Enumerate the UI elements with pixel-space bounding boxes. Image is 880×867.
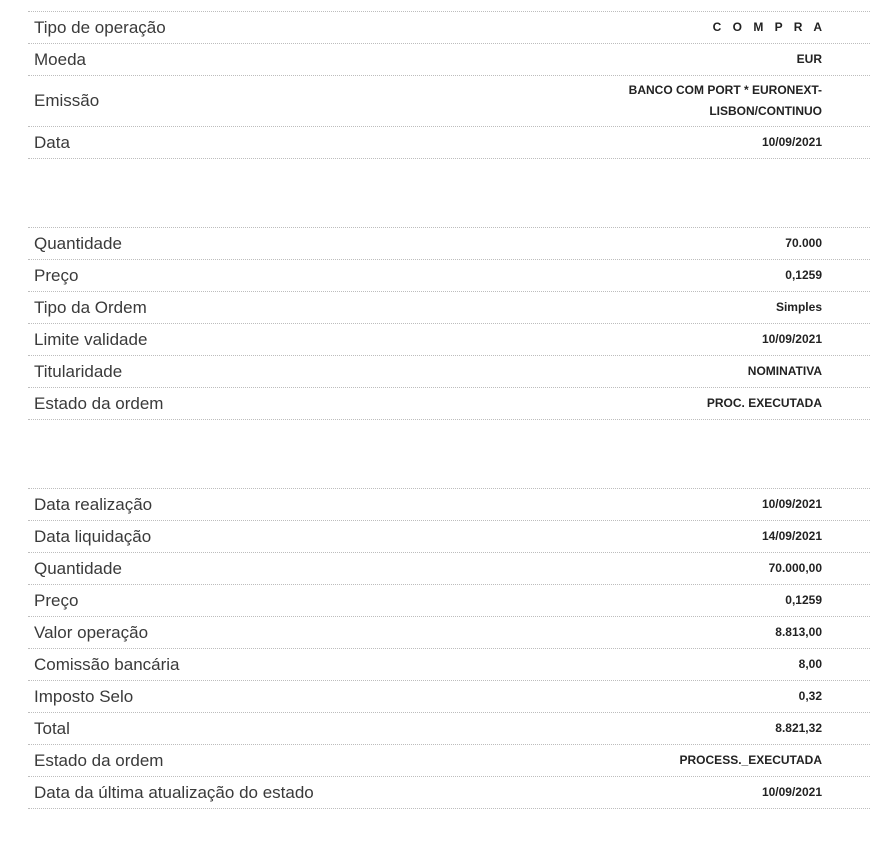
quantity-row [28, 228, 870, 260]
row-label: Quantidade [34, 233, 122, 253]
order-info-section [28, 0, 870, 159]
executed-quantity-row [28, 553, 870, 585]
row-label: Quantidade [34, 558, 122, 578]
row-value: 10/09/2021 [761, 497, 822, 511]
operation-value-row [28, 617, 870, 649]
row-value: 14/09/2021 [761, 529, 822, 543]
section-spacer [28, 420, 870, 488]
row-label: Moeda [34, 49, 86, 69]
operation-type-row [28, 12, 870, 44]
executed-price-row [28, 585, 870, 617]
row-value: 0,1259 [785, 268, 822, 282]
row-label: Data liquidação [34, 526, 152, 546]
row-label: Tipo de operação [34, 17, 166, 37]
date-row [28, 127, 870, 159]
settlement-date-row [28, 521, 870, 553]
ownership-row [28, 356, 870, 388]
price-row [28, 260, 870, 292]
execution-status-row [28, 745, 870, 777]
row-label: Limite validade [34, 329, 148, 349]
row-value: 8.813,00 [775, 625, 822, 639]
row-value: PROC. EXECUTADA [706, 396, 822, 410]
row-value: 10/09/2021 [761, 785, 822, 799]
section-spacer [28, 159, 870, 227]
row-value: BANCO COM PORT * EURONEXT-LISBON/CONTINUO [628, 83, 822, 118]
row-value: PROCESS._EXECUTADA [679, 753, 822, 767]
row-value: 0,1259 [785, 593, 822, 607]
row-value: 70.000 [785, 236, 822, 250]
order-type-row [28, 292, 870, 324]
order-details-section [28, 227, 870, 420]
row-value: EUR [796, 52, 822, 66]
row-label: Tipo da Ordem [34, 297, 147, 317]
order-detail-page [28, 0, 870, 809]
execution-section [28, 488, 870, 809]
row-label: Data da última atualização do estado [34, 782, 314, 802]
row-value: 8,00 [798, 657, 822, 671]
row-label: Titularidade [34, 361, 123, 381]
row-label: Valor operação [34, 622, 149, 642]
row-value: C O M P R A [712, 20, 826, 34]
order-status-row [28, 388, 870, 420]
row-label: Estado da ordem [34, 750, 164, 770]
row-value: 8.821,32 [775, 721, 822, 735]
validity-limit-row [28, 324, 870, 356]
order-number-row [28, 0, 870, 12]
row-label: Data realização [34, 494, 153, 514]
row-label: Preço [34, 265, 79, 285]
row-value: NOMINATIVA [747, 364, 822, 378]
total-row [28, 713, 870, 745]
issue-row [28, 76, 870, 127]
execution-date-row [28, 489, 870, 521]
row-value: 70.000,00 [768, 561, 822, 575]
row-label: Estado da ordem [34, 393, 164, 413]
row-label: Emissão [34, 91, 100, 110]
row-value: 10/09/2021 [761, 135, 822, 149]
last-status-update-row [28, 777, 870, 809]
row-value: 0,32 [798, 689, 822, 703]
stamp-tax-row [28, 681, 870, 713]
bank-fee-row [28, 649, 870, 681]
row-label: Comissão bancária [34, 654, 180, 674]
row-label: Data [34, 132, 70, 152]
row-value: Simples [775, 300, 822, 314]
row-value: 10/09/2021 [761, 332, 822, 346]
currency-row [28, 44, 870, 76]
row-label: Preço [34, 590, 79, 610]
row-label: Imposto Selo [34, 686, 134, 706]
row-label: Total [34, 718, 70, 738]
